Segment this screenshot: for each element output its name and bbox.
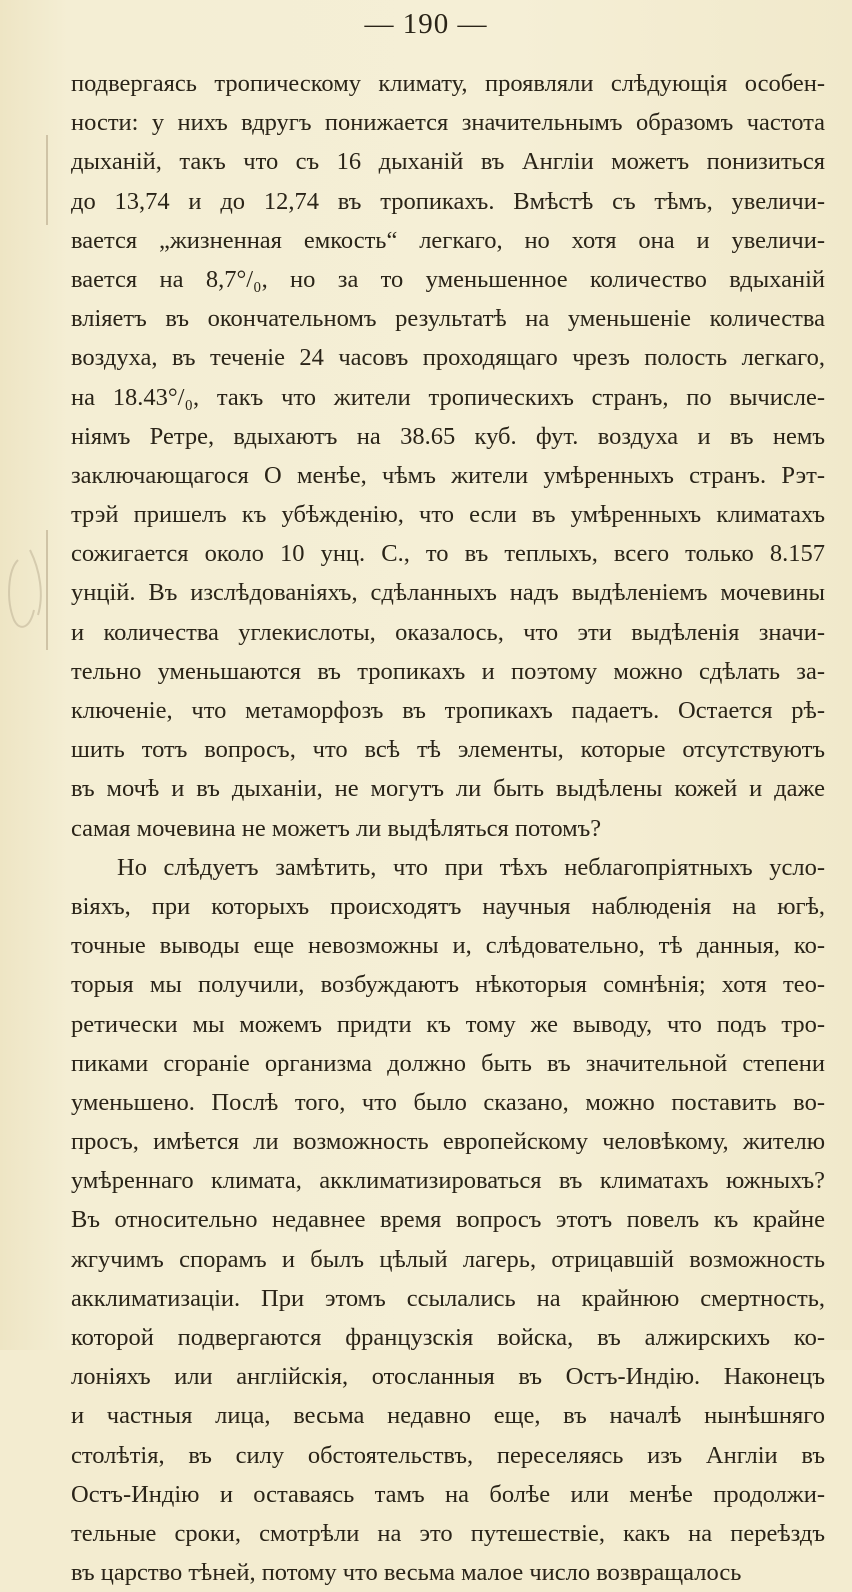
text-line: торыя мы получили, возбуждаютъ нѣкоторыя сомнѣнія; хотя тео- <box>71 971 825 999</box>
text-line: самая мочевина не можетъ ли выдѣляться потомъ? <box>71 814 602 842</box>
text-line: въ мочѣ и въ дыханіи, не могутъ ли быть выдѣлены кожей и даже <box>71 775 825 803</box>
text-line: заключающагося О менѣе, чѣмъ жители умѣренныхъ странъ. Рэт- <box>71 461 825 489</box>
text-line: вается „жизненная емкость“ легкаго, но хотя она и увеличи- <box>71 226 825 254</box>
text-line: унцій. Въ изслѣдованіяхъ, сдѣланныхъ надъ выдѣленіемъ мочевины <box>71 579 825 607</box>
paragraph <box>71 848 825 1592</box>
text-line: воздуха, въ теченіе 24 часовъ проходящаго чрезъ полость легкаго, <box>71 344 825 372</box>
text-line: умѣреннаго климата, акклиматизироваться въ климатахъ южныхъ? <box>71 1167 825 1195</box>
text-line: Остъ-Индію и оставаясь тамъ на болѣе или менѣе продолжи- <box>71 1480 825 1508</box>
margin-line <box>46 530 48 650</box>
text-line: и количества углекислоты, оказалось, что эти выдѣленія значи- <box>71 618 825 646</box>
paragraph <box>71 64 825 848</box>
text-line: столѣтія, въ силу обстоятельствъ, переселяясь изъ Англіи въ <box>71 1441 825 1469</box>
margin-pencil-mark <box>0 540 60 650</box>
text-line: акклиматизаціи. При этомъ ссылались на крайнюю смертность, <box>71 1284 825 1312</box>
text-line: и частныя лица, весьма недавно еще, въ началѣ нынѣшняго <box>71 1402 825 1430</box>
text-line: тельно уменьшаются въ тропикахъ и поэтому можно сдѣлать за- <box>71 657 825 685</box>
text-line: шить тотъ вопросъ, что всѣ тѣ элементы, которые отсутствуютъ <box>71 736 825 764</box>
text-line: дыханій, такъ что съ 16 дыханій въ Англіи можетъ понизиться <box>71 148 825 176</box>
text-line: тельные сроки, смотрѣли на это путешествіе, какъ на переѣздъ <box>71 1519 825 1547</box>
text-line: которой подвергаются французскія войска, въ алжирскихъ ко- <box>71 1324 825 1351</box>
text-line: трэй пришелъ къ убѣжденію, что если въ умѣренныхъ климатахъ <box>71 501 825 529</box>
text-line: уменьшено. Послѣ того, что было сказано, можно поставить во- <box>71 1088 825 1116</box>
text-line: подвергаясь тропическому климату, проявляли слѣдующія особен- <box>71 70 825 97</box>
text-line: жгучимъ спорамъ и былъ цѣлый лагерь, отрицавшій возможность <box>71 1245 825 1273</box>
text-line: точные выводы еще невозможны и, слѣдовательно, тѣ данныя, ко- <box>71 932 825 960</box>
text-line: Но слѣдуетъ замѣтить, что при тѣхъ неблагопріятныхъ усло- <box>117 853 825 881</box>
text-line: ключеніе, что метаморфозъ въ тропикахъ падаетъ. Остается рѣ- <box>71 697 825 724</box>
text-line: лоніяхъ или англійскія, отосланныя въ Остъ-Индію. Наконецъ <box>71 1363 825 1391</box>
margin-line <box>46 135 48 225</box>
text-line: вліяетъ въ окончательномъ результатѣ на уменьшеніе количества <box>71 305 825 333</box>
text-line: ретически мы можемъ придти къ тому же выводу, что подъ тро- <box>71 1010 825 1038</box>
text-line: ніямъ Ретре, вдыхаютъ на 38.65 куб. фут. воздуха и въ немъ <box>71 422 825 450</box>
text-line: пиками сгораніе организма должно быть въ значительной степени <box>71 1049 825 1077</box>
text-line: ности: у нихъ вдругъ понижается значительнымъ образомъ частота <box>71 109 825 137</box>
body-text <box>71 64 825 1592</box>
text-line: віяхъ, при которыхъ происходятъ научныя наблюденія на югѣ, <box>71 892 825 920</box>
text-line: до 13,74 и до 12,74 въ тропикахъ. Вмѣстѣ съ тѣмъ, увеличи- <box>71 187 825 215</box>
text-line: вается на 8,7°/₀, но за то уменьшенное количество вдыханій <box>71 265 825 293</box>
text-line: на 18.43°/₀, такъ что жители тропическихъ странъ, по вычисле- <box>71 383 825 411</box>
text-line: въ царство тѣней, потому что весьма малое число возвращалось <box>71 1559 742 1587</box>
text-line: сожигается около 10 унц. С., то въ теплыхъ, всего только 8.157 <box>71 540 825 568</box>
page-number: — 190 — <box>364 8 488 40</box>
text-line: Въ относительно недавнее время вопросъ этотъ повелъ къ крайне <box>71 1206 825 1234</box>
text-line: просъ, имѣется ли возможность европейскому человѣкому, жителю <box>71 1128 825 1156</box>
